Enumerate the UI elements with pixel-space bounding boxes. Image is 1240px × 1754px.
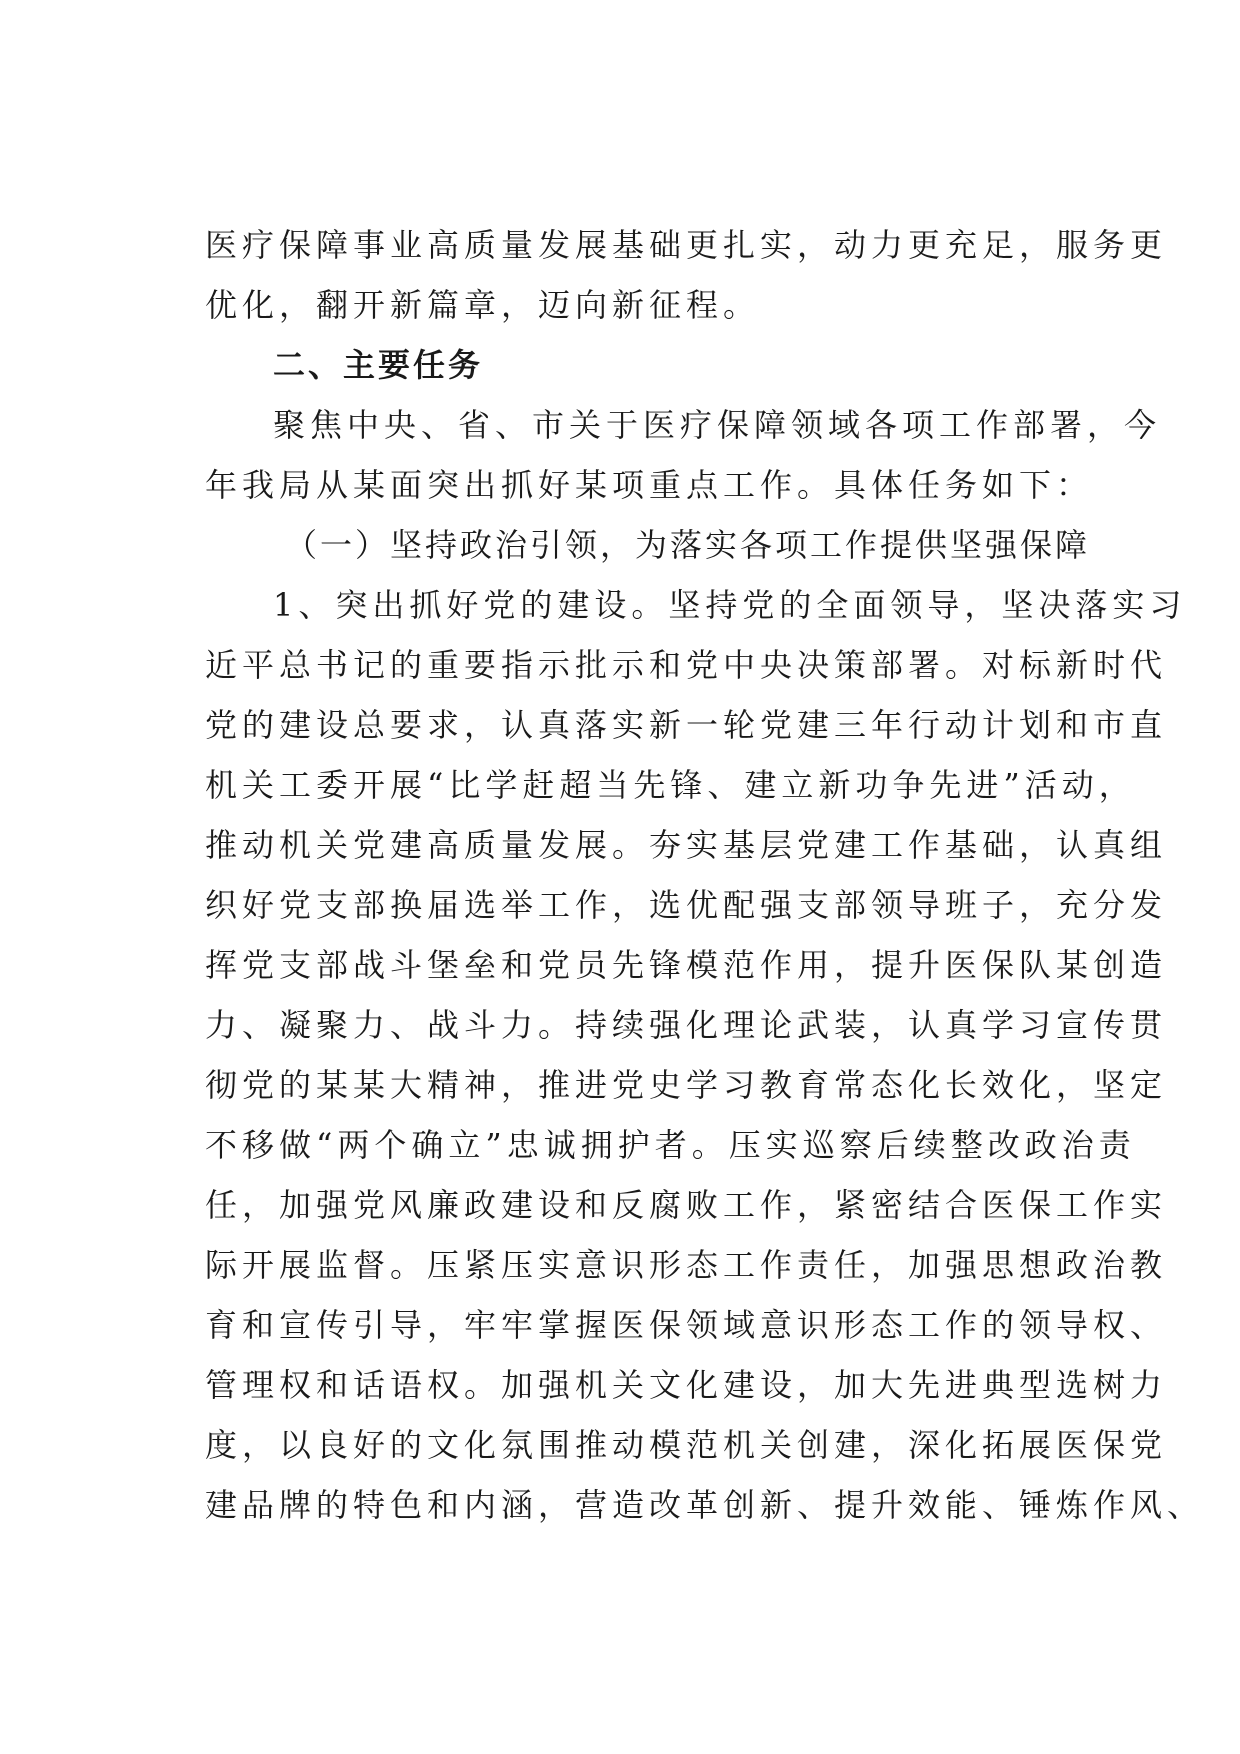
document-body [205,215,1205,1535]
paragraph-line: 年我局从某面突出抓好某项重点工作。具体任务如下： [205,466,1094,504]
paragraph-line: 医疗保障事业高质量发展基础更扎实，动力更充足，服务更 [205,226,1168,264]
paragraph-line: 机关工委开展“比学赶超当先锋、建立新功争先进”活动， [205,766,1136,804]
paragraph-line: 际开展监督。压紧压实意识形态工作责任，加强思想政治教 [205,1246,1168,1284]
paragraph-line: 优化，翻开新篇章，迈向新征程。 [205,286,761,324]
paragraph-line: 党的建设总要求，认真落实新一轮党建三年行动计划和市直 [205,706,1168,744]
paragraph-line: 力、凝聚力、战斗力。持续强化理论武装，认真学习宣传贯 [205,1006,1168,1044]
paragraph-line: 任，加强党风廉政建设和反腐败工作，紧密结合医保工作实 [205,1186,1168,1224]
paragraph-line: 织好党支部换届选举工作，选优配强支部领导班子，充分发 [205,886,1168,924]
section-heading: 二、主要任务 [273,346,484,384]
paragraph-line: 建品牌的特色和内涵，营造改革创新、提升效能、锤炼作风、 [205,1486,1205,1524]
paragraph-line: 育和宣传引导，牢牢掌握医保领域意识形态工作的领导权、 [205,1306,1168,1344]
paragraph-line: 管理权和话语权。加强机关文化建设，加大先进典型选树力 [205,1366,1168,1404]
paragraph-line: 聚焦中央、省、市关于医疗保障领域各项工作部署，今 [273,406,1162,444]
paragraph-line: 1、突出抓好党的建设。坚持党的全面领导，坚决落实习 [273,586,1187,624]
subsection-heading: （一）坚持政治引领，为落实各项工作提供坚强保障 [285,526,1091,564]
paragraph-line: 不移做“两个确立”忠诚拥护者。压实巡察后续整改政治责 [205,1126,1136,1164]
paragraph-line: 推动机关党建高质量发展。夯实基层党建工作基础，认真组 [205,826,1168,864]
paragraph-line: 近平总书记的重要指示批示和党中央决策部署。对标新时代 [205,646,1168,684]
paragraph-line: 挥党支部战斗堡垒和党员先锋模范作用，提升医保队某创造 [205,946,1168,984]
paragraph-line: 彻党的某某大精神，推进党史学习教育常态化长效化，坚定 [205,1066,1168,1104]
paragraph-line: 度，以良好的文化氛围推动模范机关创建，深化拓展医保党 [205,1426,1168,1464]
